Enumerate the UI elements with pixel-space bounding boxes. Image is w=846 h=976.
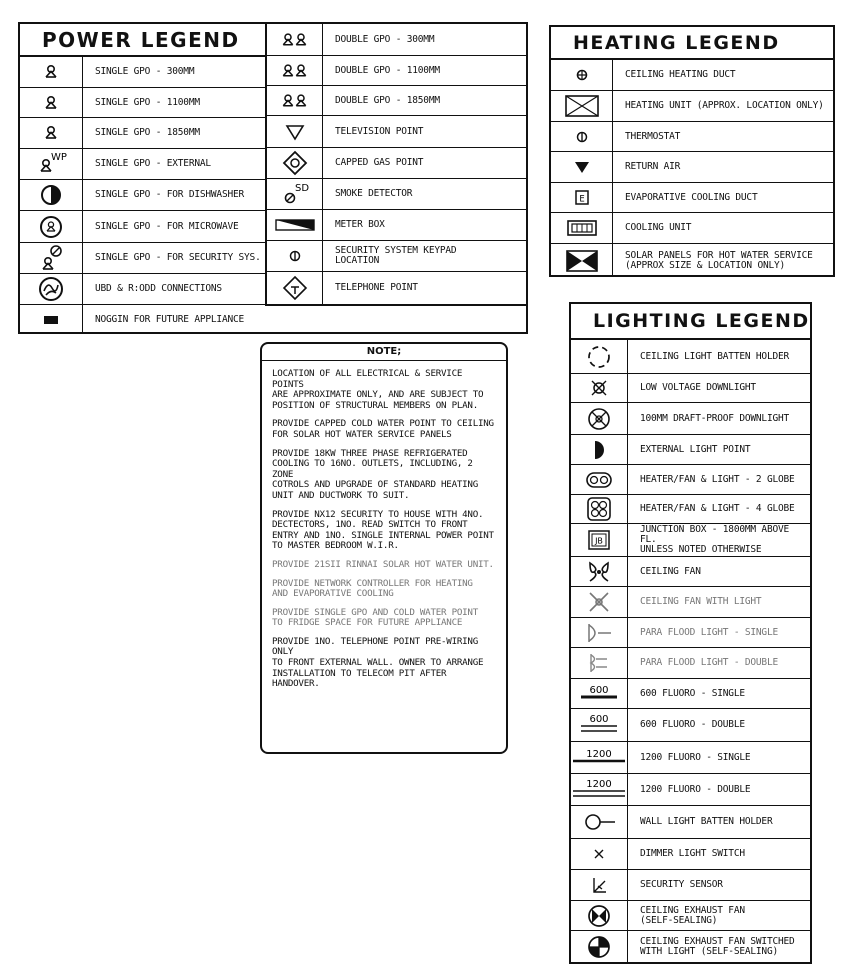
power-legend-title: POWER LEGEND — [20, 24, 266, 57]
heater-fan-light-2-icon — [571, 465, 628, 494]
return-air-icon — [551, 152, 613, 182]
power-item-row — [267, 24, 528, 56]
gpo-dishwasher-icon — [20, 180, 83, 210]
power-item-label: METER BOX — [335, 219, 385, 230]
lighting-item-label: 1200 FLUORO - DOUBLE — [640, 783, 751, 795]
lighting-item-row — [571, 524, 810, 557]
power-item-label: NOGGIN FOR FUTURE APPLIANCE — [95, 313, 245, 325]
heater-fan-light-4-icon — [571, 495, 628, 523]
lighting-legend — [569, 302, 812, 964]
power-item-label: SINGLE GPO - FOR SECURITY SYS. — [95, 252, 261, 263]
heating-item-label: COOLING UNIT — [625, 222, 692, 233]
double-gpo-icon — [267, 86, 323, 115]
double-gpo-icon — [267, 24, 323, 55]
para-flood-double-icon — [571, 648, 628, 678]
power-item-row — [20, 57, 266, 88]
heating-item-row — [551, 213, 833, 244]
heating-item-row — [551, 122, 833, 152]
fluoro-1200-single-icon — [571, 742, 628, 773]
note-paragraph: PROVIDE 1NO. TELEPHONE POINT PRE-WIRING ONLY TO FRONT EXTERNAL WALL. OWNER TO ARRANGE INSTALLATION TO TELECOM PIT AFTER HANDOVER. — [272, 635, 484, 690]
note-paragraph: PROVIDE CAPPED COLD WATER POINT TO CEILING FOR SOLAR HOT WATER SERVICE PANELS — [272, 418, 494, 440]
power-item-label: DOUBLE GPO - 1100MM — [335, 64, 440, 76]
security-keypad-icon — [267, 241, 323, 271]
heating-item-label: CEILING HEATING DUCT — [625, 69, 736, 80]
telephone-point-icon — [267, 272, 323, 304]
lighting-legend-title: LIGHTING LEGEND — [571, 304, 810, 340]
power-item-row — [267, 210, 528, 241]
exhaust-fan-light-icon — [571, 931, 628, 963]
lighting-item-row — [571, 465, 810, 495]
power-item-row — [20, 118, 266, 149]
lighting-item-row — [571, 870, 810, 901]
ceiling-heating-duct-icon — [551, 60, 613, 90]
dimmer-switch-icon — [571, 839, 628, 869]
svg-text:1200: 1200 — [586, 778, 612, 790]
lighting-item-row — [571, 648, 810, 679]
lighting-item-row — [571, 839, 810, 870]
fluoro-600-double-icon — [571, 709, 628, 741]
lighting-item-row — [571, 618, 810, 648]
thermostat-icon — [551, 122, 613, 151]
fluoro-600-single-icon — [571, 679, 628, 708]
power-item-row — [20, 211, 266, 243]
svg-text:E: E — [578, 194, 585, 204]
external-light-point-icon — [571, 435, 628, 464]
heating-item-label: HEATING UNIT (APPROX. LOCATION ONLY) — [625, 100, 824, 111]
television-point-icon — [267, 116, 323, 147]
gpo-security-icon — [20, 243, 83, 273]
lighting-rows — [571, 340, 810, 963]
power-item-label: CAPPED GAS POINT — [335, 157, 424, 168]
lighting-item-row — [571, 774, 810, 806]
power-item-label: TELEPHONE POINT — [335, 282, 418, 293]
power-item-row — [20, 305, 266, 334]
lighting-item-label: HEATER/FAN & LIGHT - 4 GLOBE — [640, 503, 795, 514]
single-gpo-icon — [20, 57, 83, 87]
lighting-item-row — [571, 901, 810, 931]
power-item-row — [267, 148, 528, 179]
lighting-item-row — [571, 403, 810, 435]
svg-text:JB: JB — [595, 536, 603, 546]
ceiling-light-batten-icon — [571, 340, 628, 373]
gpo-external-icon — [20, 149, 83, 179]
heating-legend-title: HEATING LEGEND — [551, 27, 833, 60]
lighting-item-label: 600 FLUORO - SINGLE — [640, 687, 745, 699]
lighting-item-label: CEILING EXHAUST FAN (SELF-SEALING) — [640, 904, 745, 926]
heating-item-row — [551, 183, 833, 213]
power-item-label: SECURITY SYSTEM KEYPAD LOCATION — [335, 245, 457, 266]
lighting-item-label: CEILING EXHAUST FAN SWITCHED WITH LIGHT (SELF-SEALING) — [640, 936, 795, 957]
fluoro-1200-double-icon — [571, 774, 628, 805]
power-item-row — [20, 274, 266, 305]
heating-rows — [551, 60, 833, 277]
heating-item-label: EVAPORATIVE COOLING DUCT — [625, 191, 758, 203]
single-gpo-icon — [20, 118, 83, 148]
power-item-row — [20, 149, 266, 180]
lighting-item-label: CEILING FAN WITH LIGHT — [640, 596, 762, 607]
lighting-item-label: CEILING FAN — [640, 565, 701, 577]
note-paragraph: PROVIDE 18KW THREE PHASE REFRIGERATED COOLING TO 16NO. OUTLETS, INCLUDING, 2 ZONE COTROLS AND UPGRADE OF STANDARD HEATING UNIT AND DUCTWORK TO SUIT. — [272, 447, 478, 501]
low-voltage-downlight-icon — [571, 374, 628, 402]
note-title: NOTE; — [262, 344, 506, 361]
note-paragraph: LOCATION OF ALL ELECTRICAL & SERVICE POINTS ARE APPROXIMATE ONLY, AND ARE SUBJECT TO POSITION OF STRUCTURAL MEMBERS ON PLAN. — [272, 368, 484, 411]
heating-item-row — [551, 152, 833, 183]
power-item-row — [20, 88, 266, 118]
note-body — [262, 369, 506, 690]
lighting-item-label: EXTERNAL LIGHT POINT — [640, 443, 751, 455]
lighting-item-row — [571, 742, 810, 774]
svg-text:1200: 1200 — [586, 748, 612, 760]
power-item-row — [267, 179, 528, 210]
lighting-item-row — [571, 679, 810, 709]
lighting-item-row — [571, 374, 810, 403]
lighting-item-row — [571, 709, 810, 742]
power-item-label: SMOKE DETECTOR — [335, 188, 413, 199]
lighting-item-label: 600 FLUORO - DOUBLE — [640, 719, 745, 730]
ceiling-fan-light-icon — [571, 587, 628, 617]
svg-text:600: 600 — [589, 684, 609, 696]
lighting-item-label: 1200 FLUORO - SINGLE — [640, 751, 751, 763]
wall-light-batten-icon — [571, 806, 628, 838]
lighting-item-label: CEILING LIGHT BATTEN HOLDER — [640, 350, 790, 362]
heating-item-label: RETURN AIR — [625, 161, 681, 172]
lighting-item-label: LOW VOLTAGE DOWNLIGHT — [640, 382, 756, 393]
power-item-label: SINGLE GPO - 1850MM — [95, 127, 200, 138]
power-item-label: SINGLE GPO - 300MM — [95, 66, 195, 77]
cooling-unit-icon — [551, 213, 613, 243]
power-item-label: SINGLE GPO - EXTERNAL — [95, 158, 211, 169]
note-paragraph: PROVIDE NETWORK CONTROLLER FOR HEATING AND EVAPORATIVE COOLING — [272, 577, 473, 600]
lighting-item-row — [571, 340, 810, 374]
para-flood-single-icon — [571, 618, 628, 647]
heating-legend — [549, 25, 835, 277]
lighting-item-label: WALL LIGHT BATTEN HOLDER — [640, 816, 773, 827]
power-left-rows — [20, 57, 266, 334]
lighting-item-row — [571, 587, 810, 618]
svg-text:SD: SD — [294, 183, 309, 194]
power-item-label: SINGLE GPO - 1100MM — [95, 96, 200, 108]
smoke-detector-icon — [267, 179, 323, 209]
power-item-row — [267, 241, 528, 272]
solar-panel-icon — [551, 244, 613, 277]
note-box — [260, 342, 508, 754]
power-item-label: SINGLE GPO - FOR DISHWASHER — [95, 189, 245, 200]
meter-box-icon — [267, 210, 323, 240]
gpo-microwave-icon — [20, 211, 83, 242]
power-item-row — [267, 86, 528, 116]
power-legend-right-column — [265, 24, 528, 306]
heating-item-label: SOLAR PANELS FOR HOT WATER SERVICE (APPROX SIZE & LOCATION ONLY) — [625, 249, 813, 271]
security-sensor-icon — [571, 870, 628, 900]
lighting-item-label: HEATER/FAN & LIGHT - 2 GLOBE — [640, 473, 795, 485]
heating-item-row — [551, 60, 833, 91]
double-gpo-icon — [267, 56, 323, 85]
lighting-item-label: 100MM DRAFT-PROOF DOWNLIGHT — [640, 412, 790, 424]
power-item-row — [267, 272, 528, 304]
power-item-row — [267, 116, 528, 148]
power-legend — [18, 22, 528, 334]
lighting-item-row — [571, 931, 810, 963]
power-legend-left-column — [20, 24, 266, 334]
draft-proof-downlight-icon — [571, 403, 628, 434]
evaporative-cooling-duct-icon — [551, 183, 613, 212]
lighting-item-label: SECURITY SENSOR — [640, 879, 723, 890]
lighting-item-row — [571, 557, 810, 587]
lighting-item-label: DIMMER LIGHT SWITCH — [640, 848, 745, 859]
heating-unit-icon — [551, 91, 613, 121]
note-paragraph: PROVIDE NX12 SECURITY TO HOUSE WITH 4NO. DECTECTORS, 1NO. READ SWITCH TO FRONT ENTRY AND 1NO. SINGLE INTERNAL POWER POINT TO MASTER BEDROOM W.I.R. — [272, 508, 494, 552]
wp-symbol-text: WP — [51, 152, 67, 163]
lighting-item-label: PARA FLOOD LIGHT - DOUBLE — [640, 657, 778, 668]
svg-text:600: 600 — [589, 714, 609, 725]
power-item-label: TELEVISION POINT — [335, 125, 424, 137]
ceiling-fan-icon — [571, 557, 628, 586]
power-item-label: SINGLE GPO - FOR MICROWAVE — [95, 220, 239, 232]
power-item-label: UBD & R:ODD CONNECTIONS — [95, 283, 222, 294]
power-item-row — [20, 243, 266, 274]
exhaust-fan-icon — [571, 901, 628, 930]
power-item-label: DOUBLE GPO - 300MM — [335, 33, 435, 45]
lighting-item-row — [571, 495, 810, 524]
power-right-rows — [267, 24, 528, 304]
noggin-icon — [20, 305, 83, 334]
power-item-row — [20, 180, 266, 211]
capped-gas-point-icon — [267, 148, 323, 178]
heating-item-row — [551, 91, 833, 122]
note-paragraph: PROVIDE SINGLE GPO AND COLD WATER POINT TO FRIDGE SPACE FOR FUTURE APPLIANCE — [272, 606, 478, 629]
note-paragraph: PROVIDE 21SII RINNAI SOLAR HOT WATER UNIT. — [272, 558, 494, 570]
single-gpo-icon — [20, 88, 83, 117]
junction-box-icon — [571, 524, 628, 556]
lighting-item-label: PARA FLOOD LIGHT - SINGLE — [640, 626, 778, 638]
heating-item-row — [551, 244, 833, 277]
power-item-label: DOUBLE GPO - 1850MM — [335, 94, 440, 106]
heating-item-label: THERMOSTAT — [625, 130, 681, 142]
lighting-item-row — [571, 806, 810, 839]
lighting-item-label: JUNCTION BOX - 1800MM ABOVE FL. UNLESS NOTED OTHERWISE — [640, 524, 790, 555]
lighting-item-row — [571, 435, 810, 465]
power-item-row — [267, 56, 528, 86]
rcd-connection-icon — [20, 274, 83, 304]
